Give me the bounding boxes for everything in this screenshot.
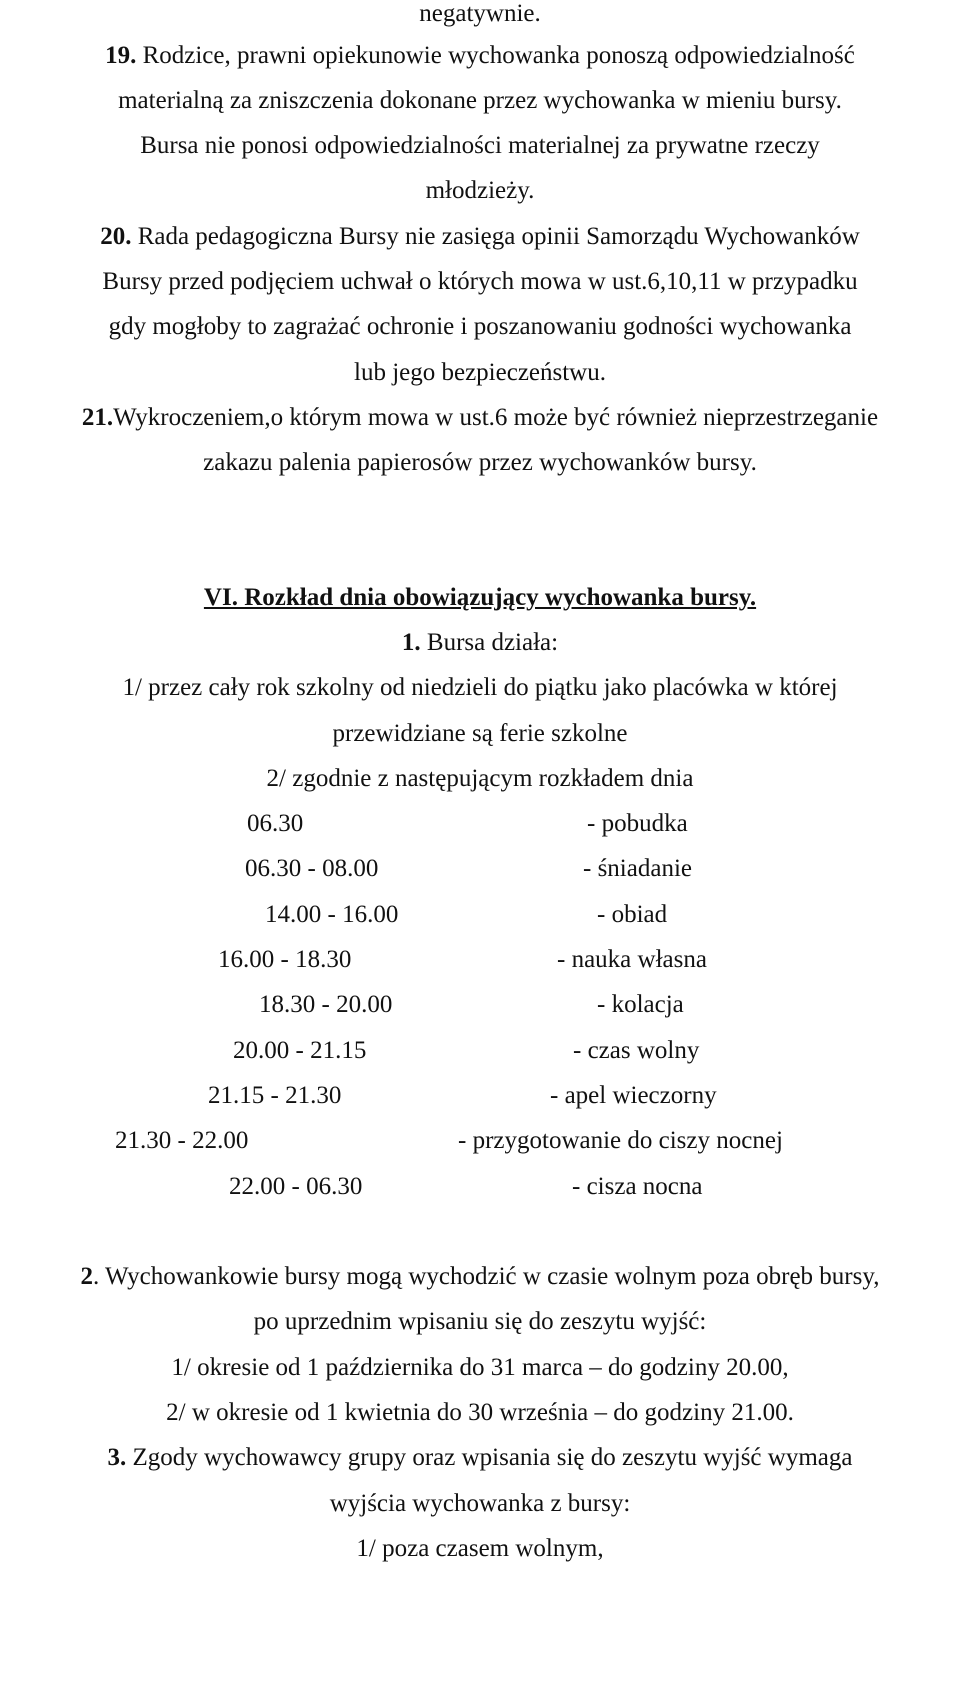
- text-line: młodzieży.: [425, 177, 535, 204]
- schedule-time: 22.00 - 06.30: [229, 1173, 363, 1200]
- item-number: 3.: [107, 1444, 127, 1471]
- item-20-line: [0, 222, 960, 252]
- text-line: Bursy przed podjęciem uchwał o których mowa w ust.6,10,11 w przypadku: [102, 268, 858, 295]
- text-line: 2/ zgodnie z następującym rozkładem dnia: [266, 765, 694, 792]
- schedule-time: 18.30 - 20.00: [259, 991, 393, 1018]
- schedule-activity: - nauka własna: [557, 946, 707, 973]
- item-19-line: [0, 41, 960, 71]
- text-line: 1/ przez cały rok szkolny od niedzieli do piątku jako placówka w której: [122, 674, 838, 701]
- section-heading: VI. Rozkład dnia obowiązujący wychowanka bursy.: [203, 584, 757, 611]
- paragraph-number: 1.: [401, 629, 421, 656]
- item-text: Wykroczeniem,o którym mowa w ust.6 może być również nieprzestrzeganie: [113, 404, 879, 431]
- paragraph-text: Bursa działa:: [420, 629, 559, 656]
- item-number: 19.: [105, 42, 137, 69]
- text-line: 2/ w okresie od 1 kwietnia do 30 września – do godziny 21.00.: [166, 1399, 794, 1426]
- item-text: . Wychowankowie bursy mogą wychodzić w czasie wolnym poza obręb bursy,: [93, 1263, 880, 1290]
- schedule-activity: - czas wolny: [573, 1037, 700, 1064]
- schedule-time: 21.15 - 21.30: [208, 1082, 342, 1109]
- text-line: lub jego bezpieczeństwu.: [354, 359, 606, 386]
- schedule-activity: - przygotowanie do ciszy nocnej: [458, 1127, 783, 1154]
- text-line: materialną za zniszczenia dokonane przez wychowanka w mieniu bursy.: [118, 87, 842, 114]
- schedule-time: 06.30: [247, 810, 304, 837]
- text-line: gdy mogłoby to zagrażać ochronie i poszanowaniu godności wychowanka: [108, 313, 852, 340]
- item-number: 21.: [81, 404, 114, 431]
- item-text: Rodzice, prawni opiekunowie wychowanka ponoszą odpowiedzialność: [136, 42, 855, 69]
- item-2-line: [0, 1262, 960, 1292]
- schedule-time: 06.30 - 08.00: [245, 855, 379, 882]
- paragraph-1-title: [0, 628, 960, 658]
- schedule-time: 16.00 - 18.30: [218, 946, 352, 973]
- item-21-line: [0, 403, 960, 433]
- text-line: 1/ poza czasem wolnym,: [356, 1535, 604, 1562]
- text-line: zakazu palenia papierosów przez wychowanków bursy.: [203, 449, 757, 476]
- item-number: 2: [80, 1263, 93, 1290]
- text-line: po uprzednim wpisaniu się do zeszytu wyjść:: [253, 1308, 707, 1335]
- item-number: 20.: [100, 223, 132, 250]
- text-line: wyjścia wychowanka z bursy:: [329, 1490, 631, 1517]
- schedule-activity: - pobudka: [587, 810, 688, 837]
- item-text: Zgody wychowawcy grupy oraz wpisania się do zeszytu wyjść wymaga: [126, 1444, 853, 1471]
- schedule-time: 21.30 - 22.00: [115, 1127, 249, 1154]
- text-line: przewidziane są ferie szkolne: [332, 720, 628, 747]
- schedule-activity: - apel wieczorny: [550, 1082, 717, 1109]
- item-text: Rada pedagogiczna Bursy nie zasięga opinii Samorządu Wychowanków: [131, 223, 860, 250]
- schedule-activity: - śniadanie: [583, 855, 692, 882]
- schedule-activity: - kolacja: [597, 991, 684, 1018]
- schedule-time: 20.00 - 21.15: [233, 1037, 367, 1064]
- schedule-time: 14.00 - 16.00: [265, 901, 399, 928]
- text-line: 1/ okresie od 1 października do 31 marca – do godziny 20.00,: [171, 1354, 789, 1381]
- schedule-activity: - obiad: [597, 901, 668, 928]
- text-line: Bursa nie ponosi odpowiedzialności materialnej za prywatne rzeczy: [140, 132, 820, 159]
- item-3-line: [0, 1443, 960, 1473]
- text-line: negatywnie.: [419, 0, 541, 27]
- schedule-activity: - cisza nocna: [572, 1173, 703, 1200]
